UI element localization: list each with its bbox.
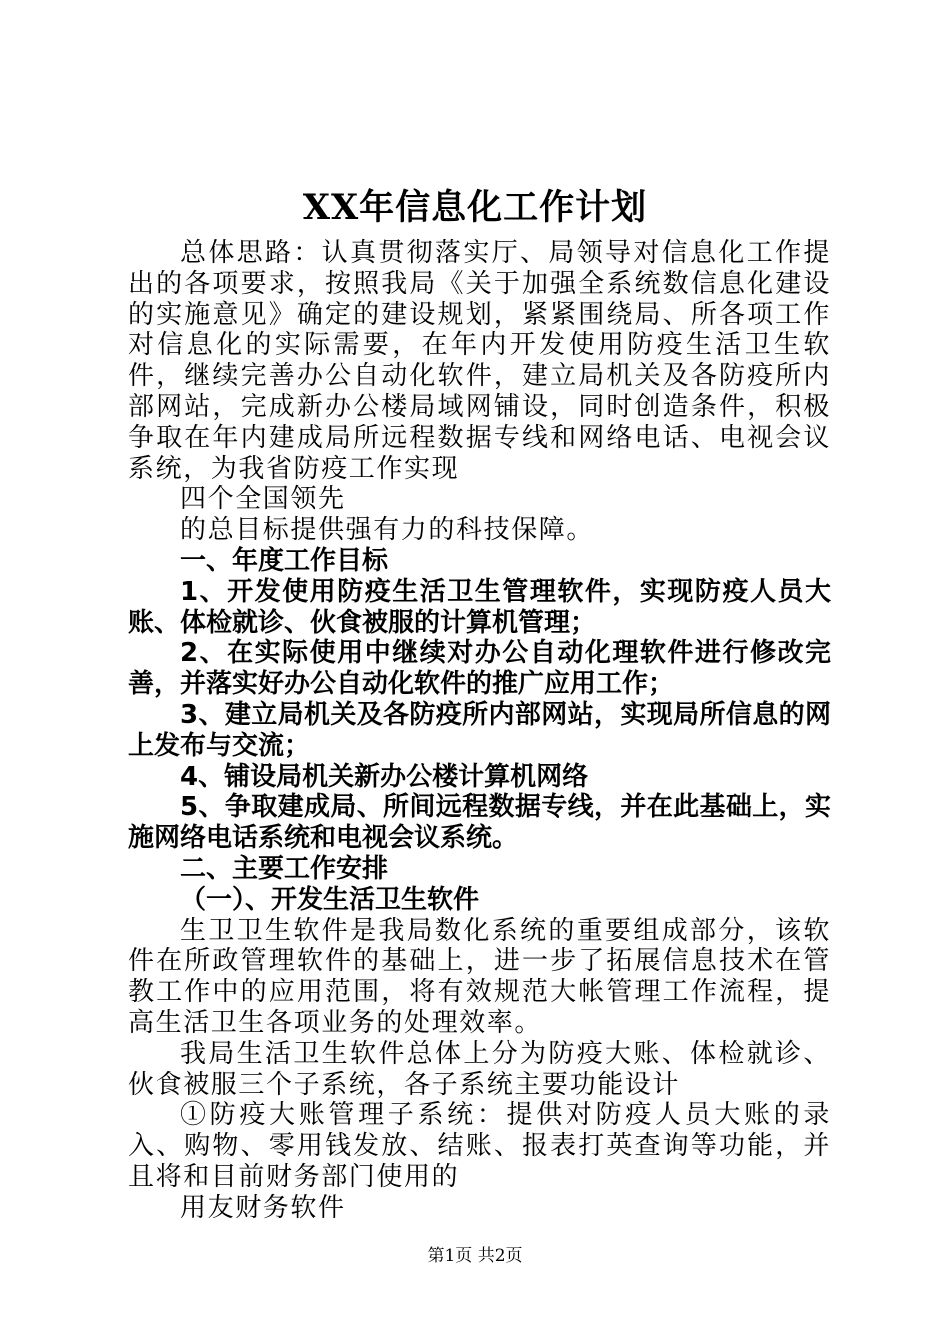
goal-item-1: 1、开发使用防疫生活卫生管理软件，实现防疫人员大账、体检就诊、伙食被服的计算机管理； xyxy=(128,576,831,638)
goal-item-2: 2、在实际使用中继续对办公自动化理软件进行修改完善，并落实好办公自动化软件的推广应用工作； xyxy=(128,638,831,700)
page-footer: 第1页 共2页 xyxy=(427,1246,523,1266)
section-heading-annual-goals: 一、年度工作目标 xyxy=(180,545,389,576)
goal-item-5: 5、争取建成局、所间远程数据专线，并在此基础上，实施网络电话系统和电视会议系统。 xyxy=(128,792,831,854)
document-body xyxy=(128,238,831,1224)
paragraph-finance-software: 用友财务软件 xyxy=(180,1192,346,1223)
paragraph-overall-goal: 的总目标提供强有力的科技保障。 xyxy=(180,515,595,546)
document-title: XX年信息化工作计划 xyxy=(302,187,648,228)
paragraph-overview: 总体思路：认真贯彻落实厅、局领导对信息化工作提出的各项要求，按照我局《关于加强全系统数信息化建设的实施意见》确定的建设规划，紧紧围绕局、所各项工作对信息化的实际需要，在年内开发使用防疫生活卫生软件，继续完善办公自动化软件，建立局机关及各防疫所内部网站，完成新办公楼局域网铺设，同时创造条件，积极争取在年内建成局所远程数据专线和网络电话、电视会议系统，为我省防疫工作实现 xyxy=(128,238,831,484)
subsection-heading-software: （一）、开发生活卫生软件 xyxy=(180,884,480,915)
paragraph-subsystems: 我局生活卫生软件总体上分为防疫大账、体检就诊、伙食被服三个子系统，各子系统主要功能设计 xyxy=(128,1038,831,1100)
section-heading-main-work: 二、主要工作安排 xyxy=(180,853,389,884)
paragraph-software-intro: 生卫卫生软件是我局数化系统的重要组成部分，该软件在所政管理软件的基础上，进一步了拓展信息技术在管教工作中的应用范围，将有效规范大帐管理工作流程，提高生活卫生各项业务的处理效率。 xyxy=(128,915,831,1038)
goal-item-4: 4、铺设局机关新办公楼计算机网络 xyxy=(180,761,589,792)
goal-item-3: 3、建立局机关及各防疫所内部网站，实现局所信息的网上发布与交流； xyxy=(128,699,831,761)
paragraph-account-subsystem: ①防疫大账管理子系统：提供对防疫人员大账的录入、购物、零用钱发放、结账、报表打英查询等功能，并且将和目前财务部门使用的 xyxy=(128,1100,831,1192)
paragraph-four-leads: 四个全国领先 xyxy=(180,484,346,515)
